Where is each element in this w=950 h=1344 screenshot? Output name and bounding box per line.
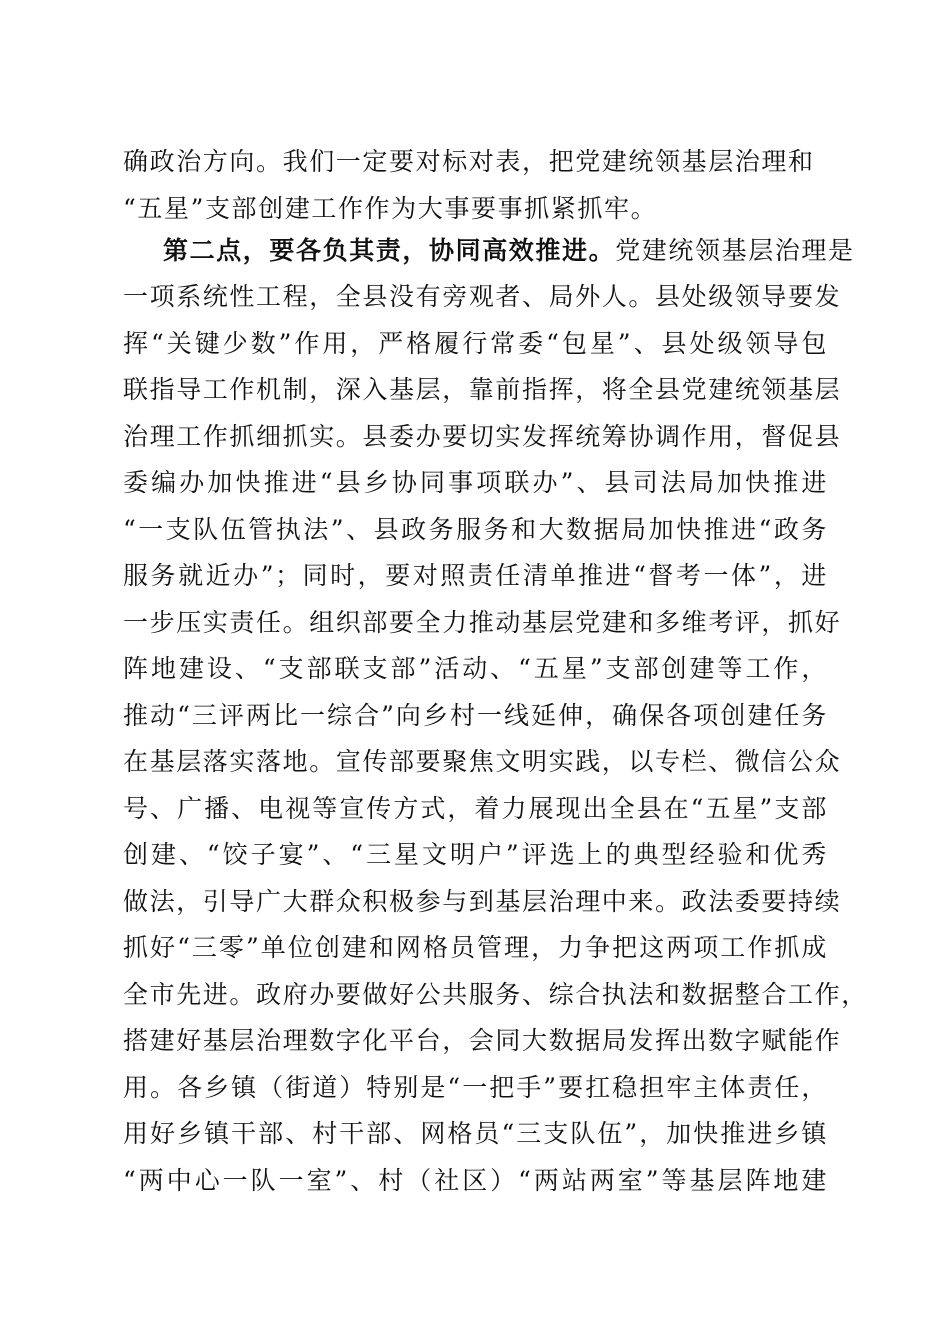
text-line: 号、广播、电视等宣传方式，着力展现出全县在“五星”支部 [123,794,828,823]
text-line: 一项系统性工程，全县没有旁观者、局外人。县处级领导要发 [123,282,842,311]
text-line: 在基层落实落地。宣传部要聚焦文明实践，以专栏、微信公众 [123,747,842,776]
text-line: 联指导工作机制，深入基层，靠前指挥，将全县党建统领基层 [123,375,842,404]
text-line: 创建、“饺子宴”、“三星文明户”评选上的典型经验和优秀 [123,840,828,869]
text-line: 做法，引导广大群众积极参与到基层治理中来。政法委要持续 [123,887,842,916]
paragraph-first-line [163,228,855,274]
text-line: 全市先进。政府办要做好公共服务、综合执法和数据整合工作， [123,980,868,1009]
text-line: 搭建好基层治理数字化平台，会同大数据局发挥出数字赋能作 [123,1026,842,1055]
text-line: “两中心一队一室”、村（社区）“两站两室”等基层阵地建 [123,1166,828,1195]
text-line: “五星”支部创建工作作为大事要事抓紧抓牢。 [123,194,658,223]
text-line: 用。各乡镇（街道）特别是“一把手”要扛稳担牢主体责任， [123,1073,828,1102]
text-line: 确政治方向。我们一定要对标对表，把党建统领基层治理和 [123,147,815,176]
text-line: 治理工作抓细抓实。县委办要切实发挥统筹协调作用，督促县 [123,422,842,451]
text-line: 阵地建设、“支部联支部”活动、“五星”支部创建等工作， [123,654,828,683]
text-line: 用好乡镇干部、村干部、网格员“三支队伍”，加快推进乡镇 [123,1119,828,1148]
text-line: 委编办加快推进“县乡协同事项联办”、县司法局加快推进 [123,468,828,497]
text-line: 抓好“三零”单位创建和网格员管理，力争把这两项工作抓成 [123,933,828,962]
text-line: “一支队伍管执法”、县政务服务和大数据局加快推进“政务 [123,515,828,544]
text-line: 服务就近办”；同时，要对照责任清单推进“督考一体”，进 [123,561,828,590]
text-line: 推动“三评两比一综合”向乡村一线延伸，确保各项创建任务 [123,701,828,730]
text-line: 一步压实责任。组织部要全力推动基层党建和多维考评，抓好 [123,608,842,637]
paragraph-lead-heading: 第二点，要各负其责，协同高效推进。 [163,236,616,265]
text-line: 挥“关键少数”作用，严格履行常委“包星”、县处级领导包 [123,329,828,358]
paragraph-lead-text: 党建统领基层治理是 [615,236,855,265]
